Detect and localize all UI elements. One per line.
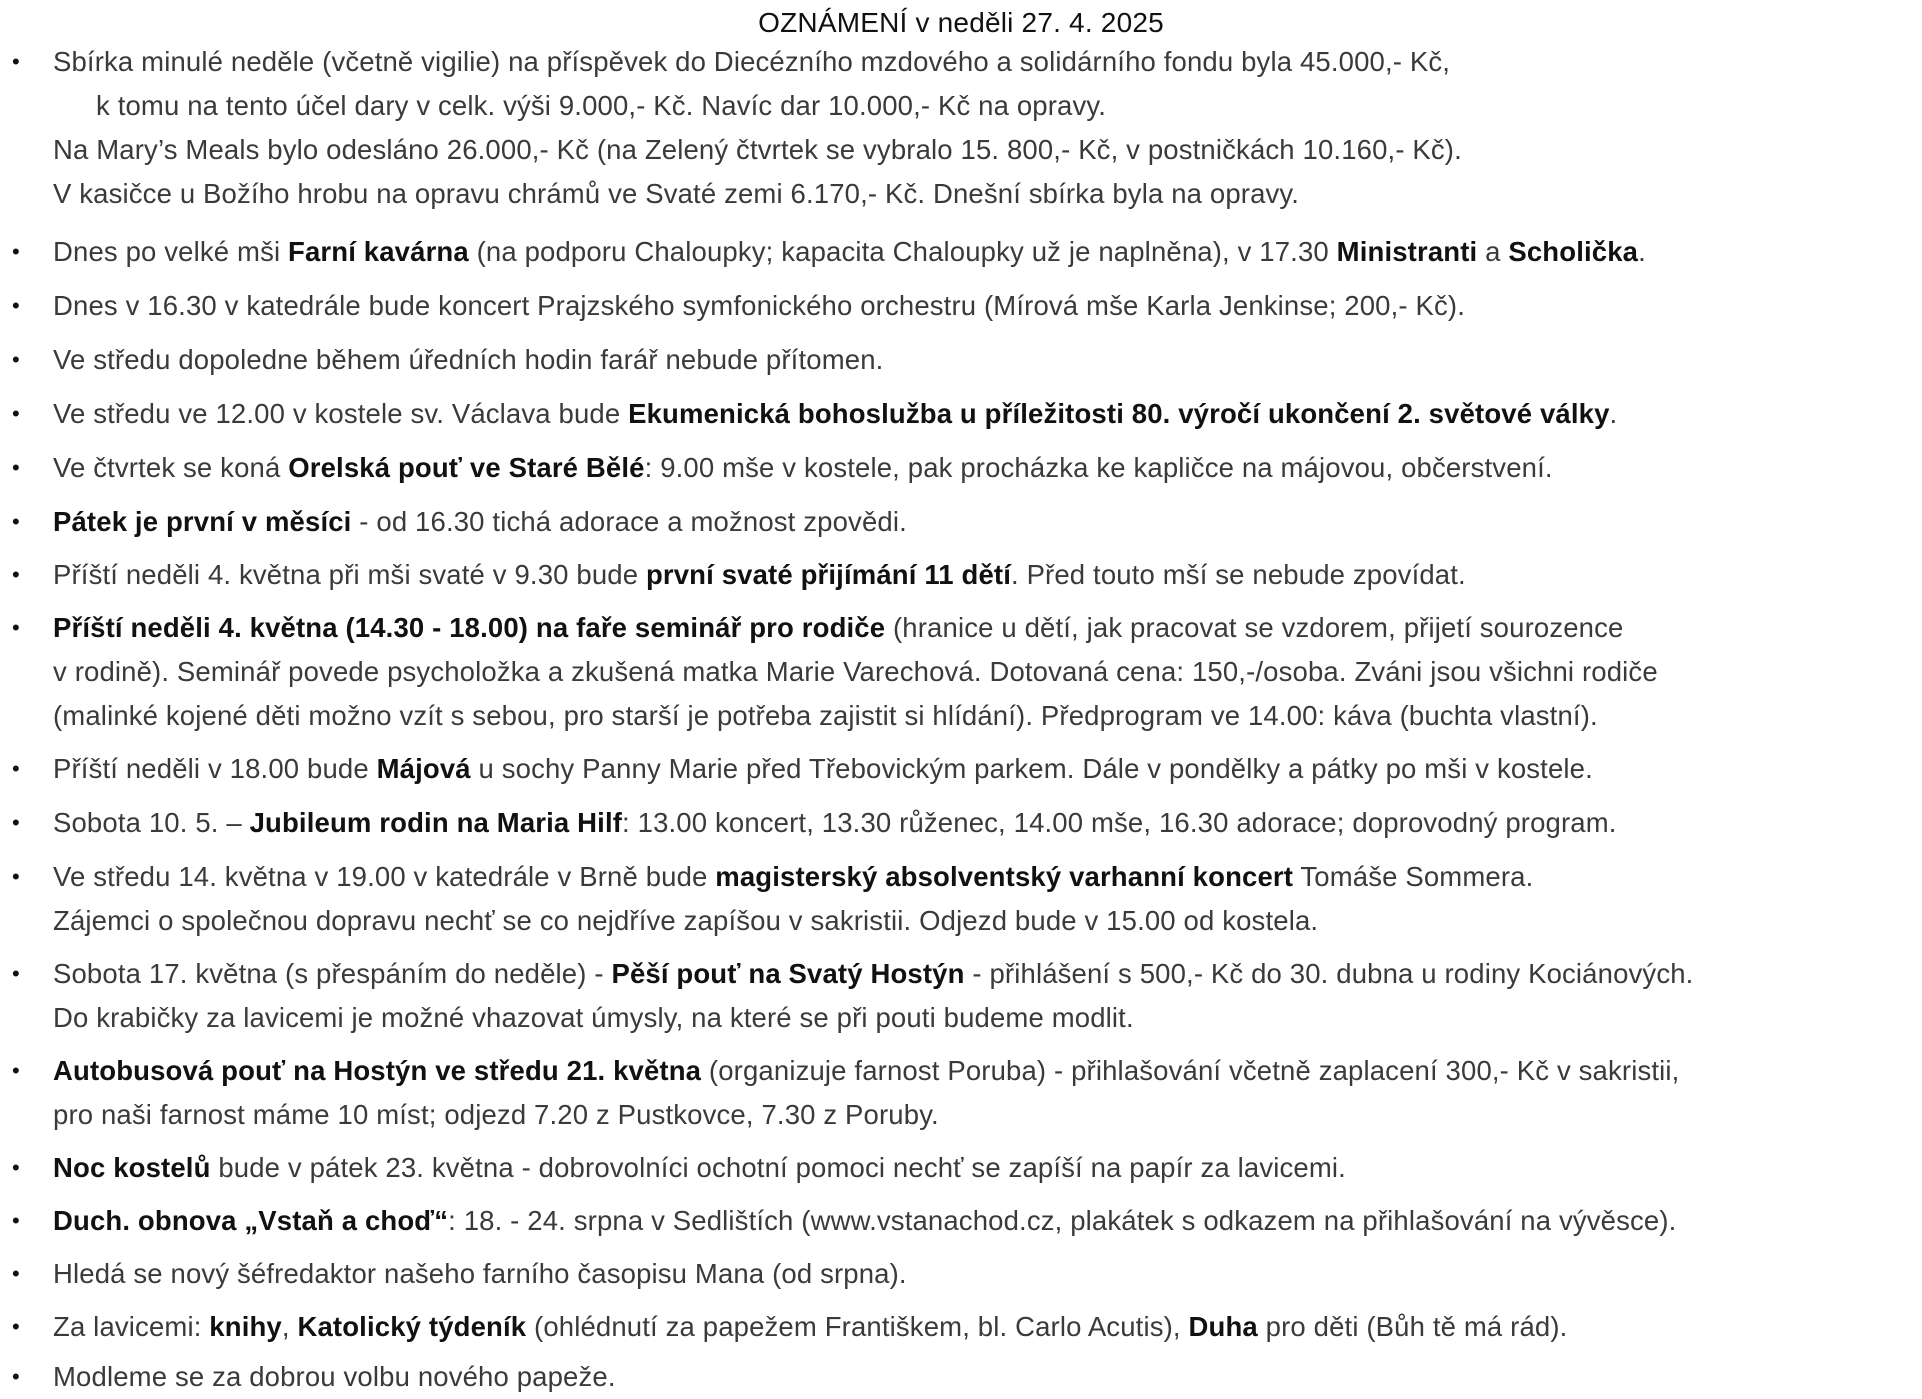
bullet-icon: • <box>12 1364 20 1389</box>
bold-text: magisterský absolventský varhanní koncert <box>715 861 1294 892</box>
item-line <box>53 952 1693 996</box>
bold-text: Noc kostelů <box>53 1152 211 1183</box>
text-segment: u sochy Panny Marie před Třebovickým parkem. Dále v pondělky a pátky po mši v kostele. <box>470 753 1593 784</box>
text-segment: pro naši farnost máme 10 míst; odjezd 7.20 z Pustkovce, 7.30 z Poruby. <box>53 1099 939 1130</box>
list-item <box>0 952 1922 1040</box>
text-segment: Za lavicemi: <box>53 1311 210 1342</box>
text-segment: Hledá se nový šéfredaktor našeho farního časopisu Mana (od srpna). <box>53 1258 907 1289</box>
item-line <box>53 1355 616 1399</box>
bullet-icon: • <box>12 1208 20 1233</box>
list-item <box>0 1049 1922 1137</box>
bold-text: Katolický týdeník <box>297 1311 527 1342</box>
list-item <box>0 1199 1922 1243</box>
text-segment: - přihlášení s 500,- Kč do 30. dubna u rodiny Kociánových. <box>964 958 1694 989</box>
text-segment: (organizuje farnost Poruba) - přihlašování včetně zaplacení 300,- Kč v sakristii, <box>701 1055 1680 1086</box>
text-segment: a <box>1477 236 1509 267</box>
text-segment: k tomu na tento účel dary v celk. výši 9.000,- Kč. Navíc dar 10.000,- Kč na opravy. <box>96 90 1107 121</box>
text-segment: Na Mary’s Meals bylo odesláno 26.000,- Kč (na Zelený čtvrtek se vybralo 15. 800,- Kč, v postničkách 10.160,- Kč). <box>53 134 1462 165</box>
text-segment: Ve čtvrtek se koná <box>53 452 289 483</box>
list-item <box>0 553 1922 597</box>
text-segment: v rodině). Seminář povede psycholožka a zkušená matka Marie Varechová. Dotovaná cena: 150,-/osoba. Zváni jsou všichni rodiče <box>53 656 1658 687</box>
list-item <box>0 230 1922 274</box>
list-item <box>0 1355 1922 1399</box>
text-segment: Dnes po velké mši <box>53 236 289 267</box>
text-segment: pro děti (Bůh tě má rád). <box>1257 1311 1568 1342</box>
item-line <box>53 392 1617 436</box>
item-line <box>53 606 1623 650</box>
text-segment: . <box>1609 398 1618 429</box>
item-line <box>53 899 1318 943</box>
bold-text: Duch. obnova „Vstaň a choď“ <box>53 1205 449 1236</box>
list-item <box>0 747 1922 791</box>
text-segment: (na podporu Chaloupky; kapacita Chaloupky už je naplněna), v 17.30 <box>468 236 1337 267</box>
item-line <box>53 284 1465 328</box>
text-segment: Sobota 17. května (s přespáním do neděle) - <box>53 958 612 989</box>
list-item <box>0 801 1922 845</box>
bullet-icon: • <box>12 864 20 889</box>
item-line <box>53 230 1646 274</box>
text-segment: Modleme se za dobrou volbu nového papeže. <box>53 1361 616 1392</box>
item-line <box>53 1252 907 1296</box>
item-line <box>53 338 883 382</box>
bold-text: Ministranti <box>1336 236 1478 267</box>
item-line <box>96 84 1106 128</box>
list-item <box>0 40 1922 216</box>
item-line <box>53 855 1533 899</box>
bullet-icon: • <box>12 1155 20 1180</box>
item-line <box>53 650 1658 694</box>
text-segment: bude v pátek 23. května - dobrovolníci ochotní pomoci nechť se zapíší na papír za lavicemi. <box>210 1152 1346 1183</box>
text-segment: Příští neděli v 18.00 bude <box>53 753 377 784</box>
bold-text: knihy <box>209 1311 282 1342</box>
list-item <box>0 338 1922 382</box>
bold-text: Scholička <box>1508 236 1639 267</box>
text-segment: Příští neděli 4. května při mši svaté v 9.30 bude <box>53 559 646 590</box>
item-line <box>53 172 1299 216</box>
text-segment: - od 16.30 tichá adorace a možnost zpovědi. <box>351 506 907 537</box>
text-segment: Sbírka minulé neděle (včetně vigilie) na příspěvek do Diecézního mzdového a solidárního fondu byla 45.000,- Kč, <box>53 46 1451 77</box>
text-segment: (hranice u dětí, jak pracovat se vzdorem, přijetí sourozence <box>885 612 1624 643</box>
item-line <box>53 996 1134 1040</box>
bold-text: Májová <box>376 753 471 784</box>
list-item <box>0 1252 1922 1296</box>
list-item <box>0 284 1922 328</box>
text-segment: : 13.00 koncert, 13.30 růženec, 14.00 mše, 16.30 adorace; doprovodný program. <box>622 807 1617 838</box>
list-item <box>0 446 1922 490</box>
page-title: OZNÁMENÍ v neděli 27. 4. 2025 <box>758 7 1164 38</box>
item-line <box>53 1199 1676 1243</box>
bullet-icon: • <box>12 562 20 587</box>
text-segment: , <box>281 1311 298 1342</box>
item-line <box>53 1305 1567 1349</box>
list-item <box>0 855 1922 943</box>
bold-text: Ekumenická bohoslužba u příležitosti 80. výročí ukončení 2. světové války <box>628 398 1610 429</box>
text-segment: Ve středu dopoledne během úředních hodin farář nebude přítomen. <box>53 344 884 375</box>
text-segment: Zájemci o společnou dopravu nechť se co nejdříve zapíšou v sakristii. Odjezd bude v 15.00 od kostela. <box>53 905 1319 936</box>
text-segment: Dnes v 16.30 v katedrále bude koncert Prajzského symfonického orchestru (Mírová mše Karla Jenkinse; 200,- Kč). <box>53 290 1466 321</box>
item-line <box>53 747 1593 791</box>
bullet-icon: • <box>12 49 20 74</box>
text-segment: . <box>1638 236 1646 267</box>
text-segment: : 9.00 mše v kostele, pak procházka ke kapličce na májovou, občerstvení. <box>644 452 1553 483</box>
text-segment: Do krabičky za lavicemi je možné vhazovat úmysly, na které se při pouti budeme modlit. <box>53 1002 1134 1033</box>
text-segment: Sobota 10. 5. – <box>53 807 250 838</box>
bullet-icon: • <box>12 1261 20 1286</box>
bullet-icon: • <box>12 961 20 986</box>
bullet-icon: • <box>12 455 20 480</box>
bullet-icon: • <box>12 401 20 426</box>
item-line <box>53 40 1450 84</box>
bullet-icon: • <box>12 347 20 372</box>
text-segment: (malinké kojené děti možno vzít s sebou, pro starší je potřeba zajistit si hlídání). Předprogram ve 14.00: káva (buchta vlastní). <box>53 700 1598 731</box>
bold-text: první svaté přijímání 11 dětí <box>645 559 1011 590</box>
text-segment: Ve středu 14. května v 19.00 v katedrále v Brně bude <box>53 861 716 892</box>
bullet-icon: • <box>12 756 20 781</box>
bullet-icon: • <box>12 293 20 318</box>
text-segment: V kasičce u Božího hrobu na opravu chrámů ve Svaté zemi 6.170,- Kč. Dnešní sbírka byla na opravy. <box>53 178 1300 209</box>
bold-text: Autobusová pouť na Hostýn ve středu 21. května <box>53 1055 702 1086</box>
bold-text: Farní kavárna <box>288 236 469 267</box>
bold-text: Pěší pouť na Svatý Hostýn <box>611 958 965 989</box>
list-item <box>0 1305 1922 1349</box>
item-line <box>53 1146 1346 1190</box>
bullet-icon: • <box>12 1058 20 1083</box>
item-line <box>53 801 1617 845</box>
bold-text: Příští neděli 4. května (14.30 - 18.00) na faře seminář pro rodiče <box>53 612 886 643</box>
item-line <box>53 694 1598 738</box>
bullet-icon: • <box>12 615 20 640</box>
text-segment: (ohlédnutí za papežem Františkem, bl. Carlo Acutis), <box>526 1311 1189 1342</box>
item-line <box>53 1049 1679 1093</box>
bold-text: Pátek je první v měsíci <box>53 506 352 537</box>
list-item <box>0 1146 1922 1190</box>
bold-text: Jubileum rodin na Maria Hilf <box>249 807 623 838</box>
item-line <box>53 446 1553 490</box>
list-item <box>0 606 1922 738</box>
text-segment: . Před touto mší se nebude zpovídat. <box>1010 559 1466 590</box>
list-item <box>0 500 1922 544</box>
text-segment: Tomáše Sommera. <box>1293 861 1534 892</box>
item-line <box>53 128 1462 172</box>
bold-text: Orelská pouť ve Staré Bělé <box>288 452 645 483</box>
bullet-icon: • <box>12 239 20 264</box>
text-segment: Ve středu ve 12.00 v kostele sv. Václava bude <box>53 398 629 429</box>
bullet-icon: • <box>12 1314 20 1339</box>
bullet-icon: • <box>12 810 20 835</box>
item-line <box>53 1093 939 1137</box>
bold-text: Duha <box>1188 1311 1258 1342</box>
item-line <box>53 500 907 544</box>
bullet-icon: • <box>12 509 20 534</box>
list-item <box>0 392 1922 436</box>
item-line <box>53 553 1466 597</box>
text-segment: : 18. - 24. srpna v Sedlištích (www.vstanachod.cz, plakátek s odkazem na přihlašování na vývěsce). <box>448 1205 1677 1236</box>
